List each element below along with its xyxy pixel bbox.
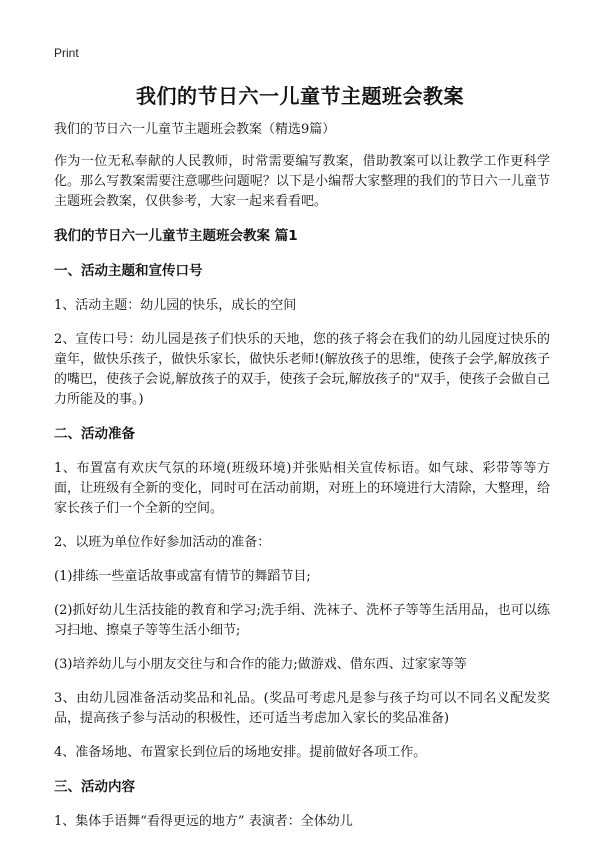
section2-sub-3: (3)培养幼儿与小朋友交往与和合作的能力;做游戏、借东西、过家家等等 [54, 657, 467, 672]
section2-item-2: 2、以班为单位作好参加活动的准备： [54, 535, 271, 550]
document-subtitle: 我们的节日六一儿童节主题班会教案（精选9篇） [54, 122, 336, 137]
document-body [54, 120, 550, 846]
intro-paragraph: 作为一位无私奉献的人民教师，时常需要编写教案，借助教案可以让教学工作更科学化。那么写教案需要注意哪些问题呢？以下是小编帮大家整理的我们的节日六一儿童节主题班会教案，仅供参考，大家一起来看看吧。 [54, 154, 550, 209]
section1-item-2: 2、宣传口号：幼儿园是孩子们快乐的天地，您的孩子将会在我们的幼儿园度过快乐的童年，做快乐孩子，做快乐家长，做快乐老师!(解放孩子的思维，使孩子会学,解放孩子的嘴巴，使孩子会说,解放孩子的双手，使孩子会玩,解放孩子的"双手，使孩子会做自己力所能及的事。) [54, 332, 550, 407]
section2-item-4: 4、准备场地、布置家长到位后的场地安排。提前做好各项工作。 [54, 745, 427, 760]
section-heading-3: 三、活动内容 [54, 779, 135, 795]
article-heading: 我们的节日六一儿童节主题班会教案 篇1 [54, 228, 298, 244]
section2-item-1: 1、布置富有欢庆气氛的环境(班级环境)并张贴相关宣传标语。如气球、彩带等等方面，让班级有全新的变化，同时可在活动前期，对班上的环境进行大清除，大整理，给家长孩子们一个全新的空间。 [54, 461, 550, 516]
document-title: 我们的节日六一儿童节主题班会教案 [136, 84, 464, 108]
section2-item-3: 3、由幼儿园准备活动奖品和礼品。(奖品可考虑凡是参与孩子均可以不同名义配发奖品，提高孩子参与活动的积极性，还可适当考虑加入家长的奖品准备) [54, 691, 550, 726]
section3-item-1: 1、集体手语舞“看得更远的地方” 表演者：全体幼儿 [54, 814, 353, 829]
section2-sub-2: (2)抓好幼儿生活技能的教育和学习;洗手绢、洗袜子、洗杯子等等生活用品，也可以练习扫地、擦桌子等等生活小细节; [54, 603, 550, 638]
section-heading-2: 二、活动准备 [54, 426, 135, 442]
print-label: Print [54, 46, 79, 60]
section2-sub-1: (1)排练一些童话故事或富有情节的舞蹈节目; [54, 569, 311, 584]
section-heading-1: 一、活动主题和宣传口号 [54, 263, 203, 279]
section1-item-1: 1、活动主题：幼儿园的快乐，成长的空间 [54, 298, 297, 313]
